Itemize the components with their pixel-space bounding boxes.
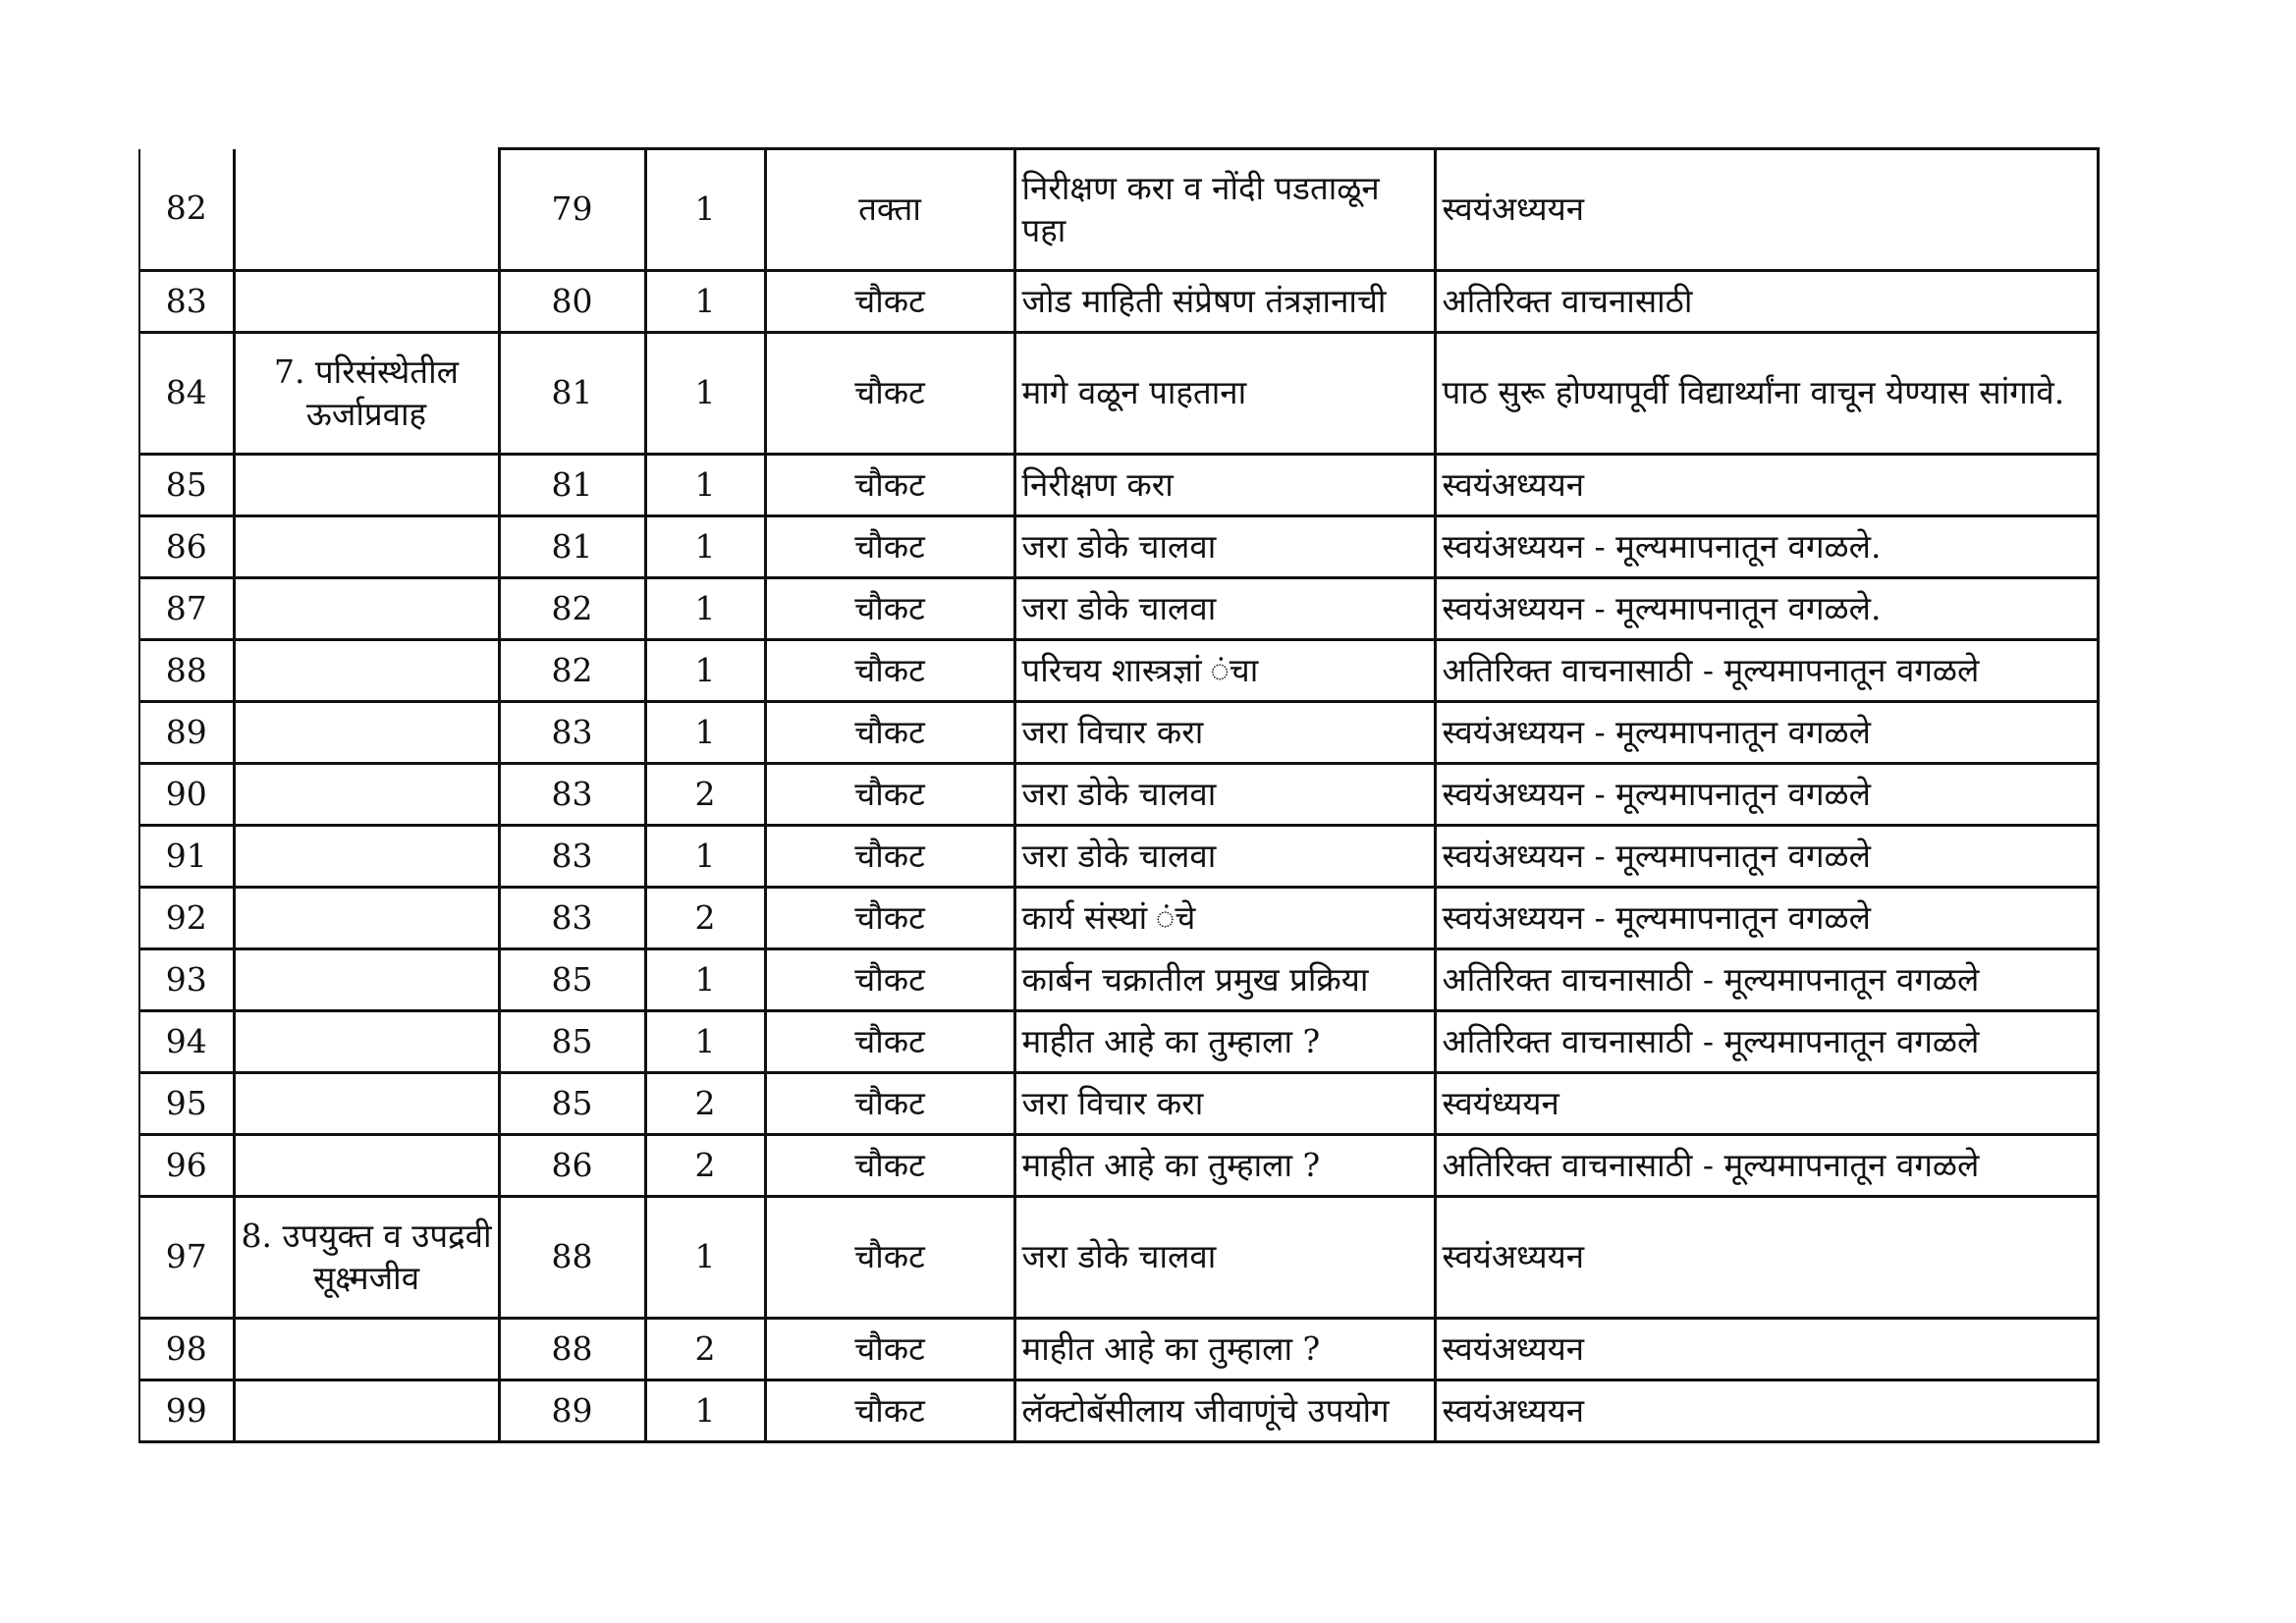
- serial-number-cell: 94: [139, 1011, 234, 1073]
- table-row: [139, 578, 2098, 640]
- type-cell: चौकट: [765, 333, 1014, 455]
- page-number-cell: 81: [499, 333, 645, 455]
- count-cell: 1: [645, 333, 765, 455]
- count-cell: 2: [645, 1135, 765, 1197]
- serial-number-cell: 97: [139, 1197, 234, 1319]
- table-row: [139, 149, 2098, 271]
- title-cell: लॅक्टोबॅसीलाय जीवाणूंचे उपयोग: [1014, 1380, 1435, 1442]
- table-row: [139, 271, 2098, 333]
- chapter-cell: [234, 888, 499, 949]
- note-cell: अतिरिक्त वाचनासाठी - मूल्यमापनातून वगळले: [1435, 1011, 2098, 1073]
- type-cell: तक्ता: [765, 149, 1014, 271]
- count-cell: 2: [645, 1073, 765, 1135]
- note-cell: स्वयंअध्ययन: [1435, 1319, 2098, 1380]
- type-cell: चौकट: [765, 702, 1014, 764]
- count-cell: 1: [645, 1197, 765, 1319]
- serial-number-cell: 99: [139, 1380, 234, 1442]
- note-cell: अतिरिक्त वाचनासाठी - मूल्यमापनातून वगळले: [1435, 1135, 2098, 1197]
- title-cell: जरा डोके चालवा: [1014, 578, 1435, 640]
- count-cell: 1: [645, 1011, 765, 1073]
- note-cell: स्वयंअध्ययन - मूल्यमापनातून वगळले: [1435, 888, 2098, 949]
- count-cell: 1: [645, 702, 765, 764]
- table-row: [139, 888, 2098, 949]
- title-cell: जरा डोके चालवा: [1014, 516, 1435, 578]
- count-cell: 1: [645, 640, 765, 702]
- note-cell: पाठ सुरू होण्यापूर्वी विद्यार्थ्यांना वाचून येण्यास सांगावे.: [1435, 333, 2098, 455]
- title-cell: जरा डोके चालवा: [1014, 764, 1435, 826]
- page-number-cell: 83: [499, 702, 645, 764]
- count-cell: 1: [645, 826, 765, 888]
- title-cell: माहीत आहे का तुम्हाला ?: [1014, 1011, 1435, 1073]
- type-cell: चौकट: [765, 640, 1014, 702]
- chapter-cell: [234, 640, 499, 702]
- table-row: [139, 949, 2098, 1011]
- title-cell: जरा डोके चालवा: [1014, 826, 1435, 888]
- note-cell: स्वयंअध्ययन: [1435, 1197, 2098, 1319]
- serial-number-cell: 84: [139, 333, 234, 455]
- chapter-cell: [234, 1380, 499, 1442]
- type-cell: चौकट: [765, 1135, 1014, 1197]
- title-cell: परिचय शास्त्रज्ञां ंचा: [1014, 640, 1435, 702]
- serial-number-cell: 92: [139, 888, 234, 949]
- chapter-cell: [234, 826, 499, 888]
- table-row: [139, 640, 2098, 702]
- chapter-cell: [234, 1011, 499, 1073]
- page-number-cell: 85: [499, 1011, 645, 1073]
- page-number-cell: 86: [499, 1135, 645, 1197]
- title-cell: कार्य संस्थां ंचे: [1014, 888, 1435, 949]
- title-cell: माहीत आहे का तुम्हाला ?: [1014, 1319, 1435, 1380]
- page-number-cell: 85: [499, 949, 645, 1011]
- chapter-cell: 7. परिसंस्थेतील ऊर्जाप्रवाह: [234, 333, 499, 455]
- note-cell: स्वयंअध्ययन - मूल्यमापनातून वगळले: [1435, 764, 2098, 826]
- chapter-cell: [234, 949, 499, 1011]
- chapter-cell: [234, 1135, 499, 1197]
- title-cell: निरीक्षण करा व नोंदी पडताळून पहा: [1014, 149, 1435, 271]
- chapter-cell: [234, 764, 499, 826]
- type-cell: चौकट: [765, 271, 1014, 333]
- note-cell: अतिरिक्त वाचनासाठी - मूल्यमापनातून वगळले: [1435, 640, 2098, 702]
- count-cell: 1: [645, 149, 765, 271]
- page-number-cell: 89: [499, 1380, 645, 1442]
- table-row: [139, 826, 2098, 888]
- chapter-cell: [234, 1319, 499, 1380]
- note-cell: स्वयंअध्ययन: [1435, 1380, 2098, 1442]
- serial-number-cell: 89: [139, 702, 234, 764]
- count-cell: 1: [645, 949, 765, 1011]
- chapter-cell: [234, 271, 499, 333]
- type-cell: चौकट: [765, 1073, 1014, 1135]
- type-cell: चौकट: [765, 826, 1014, 888]
- chapter-cell: [234, 1073, 499, 1135]
- count-cell: 1: [645, 271, 765, 333]
- page-number-cell: 88: [499, 1319, 645, 1380]
- table-row: [139, 1073, 2098, 1135]
- type-cell: चौकट: [765, 578, 1014, 640]
- note-cell: स्वयंअध्ययन: [1435, 149, 2098, 271]
- serial-number-cell: 82: [139, 149, 234, 271]
- serial-number-cell: 93: [139, 949, 234, 1011]
- serial-number-cell: 86: [139, 516, 234, 578]
- table-body: [139, 149, 2098, 1442]
- serial-number-cell: 95: [139, 1073, 234, 1135]
- note-cell: स्वयंअध्ययन - मूल्यमापनातून वगळले.: [1435, 578, 2098, 640]
- serial-number-cell: 90: [139, 764, 234, 826]
- table-row: [139, 1380, 2098, 1442]
- chapter-cell: [234, 455, 499, 516]
- page-number-cell: 79: [499, 149, 645, 271]
- page-number-cell: 80: [499, 271, 645, 333]
- table-row: [139, 516, 2098, 578]
- page-number-cell: 81: [499, 455, 645, 516]
- count-cell: 1: [645, 455, 765, 516]
- page-number-cell: 88: [499, 1197, 645, 1319]
- page-number-cell: 82: [499, 578, 645, 640]
- type-cell: चौकट: [765, 1011, 1014, 1073]
- note-cell: स्वयंअध्ययन: [1435, 455, 2098, 516]
- chapter-cell: [234, 516, 499, 578]
- note-cell: स्वयंअध्ययन - मूल्यमापनातून वगळले: [1435, 826, 2098, 888]
- note-cell: स्वयंअध्ययन - मूल्यमापनातून वगळले: [1435, 702, 2098, 764]
- activity-table: [138, 147, 2100, 1443]
- title-cell: जरा डोके चालवा: [1014, 1197, 1435, 1319]
- title-cell: जरा विचार करा: [1014, 1073, 1435, 1135]
- chapter-cell: [234, 578, 499, 640]
- count-cell: 2: [645, 764, 765, 826]
- page-number-cell: 85: [499, 1073, 645, 1135]
- type-cell: चौकट: [765, 516, 1014, 578]
- table-row: [139, 764, 2098, 826]
- title-cell: मागे वळून पाहताना: [1014, 333, 1435, 455]
- note-cell: स्वयंध्ययन: [1435, 1073, 2098, 1135]
- type-cell: चौकट: [765, 1197, 1014, 1319]
- serial-number-cell: 88: [139, 640, 234, 702]
- page-number-cell: 83: [499, 764, 645, 826]
- type-cell: चौकट: [765, 764, 1014, 826]
- type-cell: चौकट: [765, 888, 1014, 949]
- count-cell: 1: [645, 516, 765, 578]
- chapter-cell: [234, 702, 499, 764]
- title-cell: जरा विचार करा: [1014, 702, 1435, 764]
- table-row: [139, 333, 2098, 455]
- table-row: [139, 1197, 2098, 1319]
- serial-number-cell: 96: [139, 1135, 234, 1197]
- table-row: [139, 1319, 2098, 1380]
- type-cell: चौकट: [765, 1380, 1014, 1442]
- chapter-cell: [234, 149, 499, 271]
- serial-number-cell: 91: [139, 826, 234, 888]
- table-row: [139, 702, 2098, 764]
- count-cell: 1: [645, 578, 765, 640]
- page-number-cell: 82: [499, 640, 645, 702]
- count-cell: 2: [645, 1319, 765, 1380]
- note-cell: अतिरिक्त वाचनासाठी - मूल्यमापनातून वगळले: [1435, 949, 2098, 1011]
- title-cell: जोड माहिती संप्रेषण तंत्रज्ञानाची: [1014, 271, 1435, 333]
- title-cell: माहीत आहे का तुम्हाला ?: [1014, 1135, 1435, 1197]
- table-row: [139, 1011, 2098, 1073]
- page-number-cell: 83: [499, 826, 645, 888]
- note-cell: स्वयंअध्ययन - मूल्यमापनातून वगळले.: [1435, 516, 2098, 578]
- serial-number-cell: 87: [139, 578, 234, 640]
- type-cell: चौकट: [765, 455, 1014, 516]
- serial-number-cell: 83: [139, 271, 234, 333]
- title-cell: निरीक्षण करा: [1014, 455, 1435, 516]
- page-number-cell: 83: [499, 888, 645, 949]
- serial-number-cell: 85: [139, 455, 234, 516]
- count-cell: 1: [645, 1380, 765, 1442]
- page-number-cell: 81: [499, 516, 645, 578]
- count-cell: 2: [645, 888, 765, 949]
- type-cell: चौकट: [765, 1319, 1014, 1380]
- table-row: [139, 455, 2098, 516]
- title-cell: कार्बन चक्रातील प्रमुख प्रक्रिया: [1014, 949, 1435, 1011]
- type-cell: चौकट: [765, 949, 1014, 1011]
- note-cell: अतिरिक्त वाचनासाठी: [1435, 271, 2098, 333]
- chapter-cell: 8. उपयुक्त व उपद्रवी सूक्ष्मजीव: [234, 1197, 499, 1319]
- table-row: [139, 1135, 2098, 1197]
- serial-number-cell: 98: [139, 1319, 234, 1380]
